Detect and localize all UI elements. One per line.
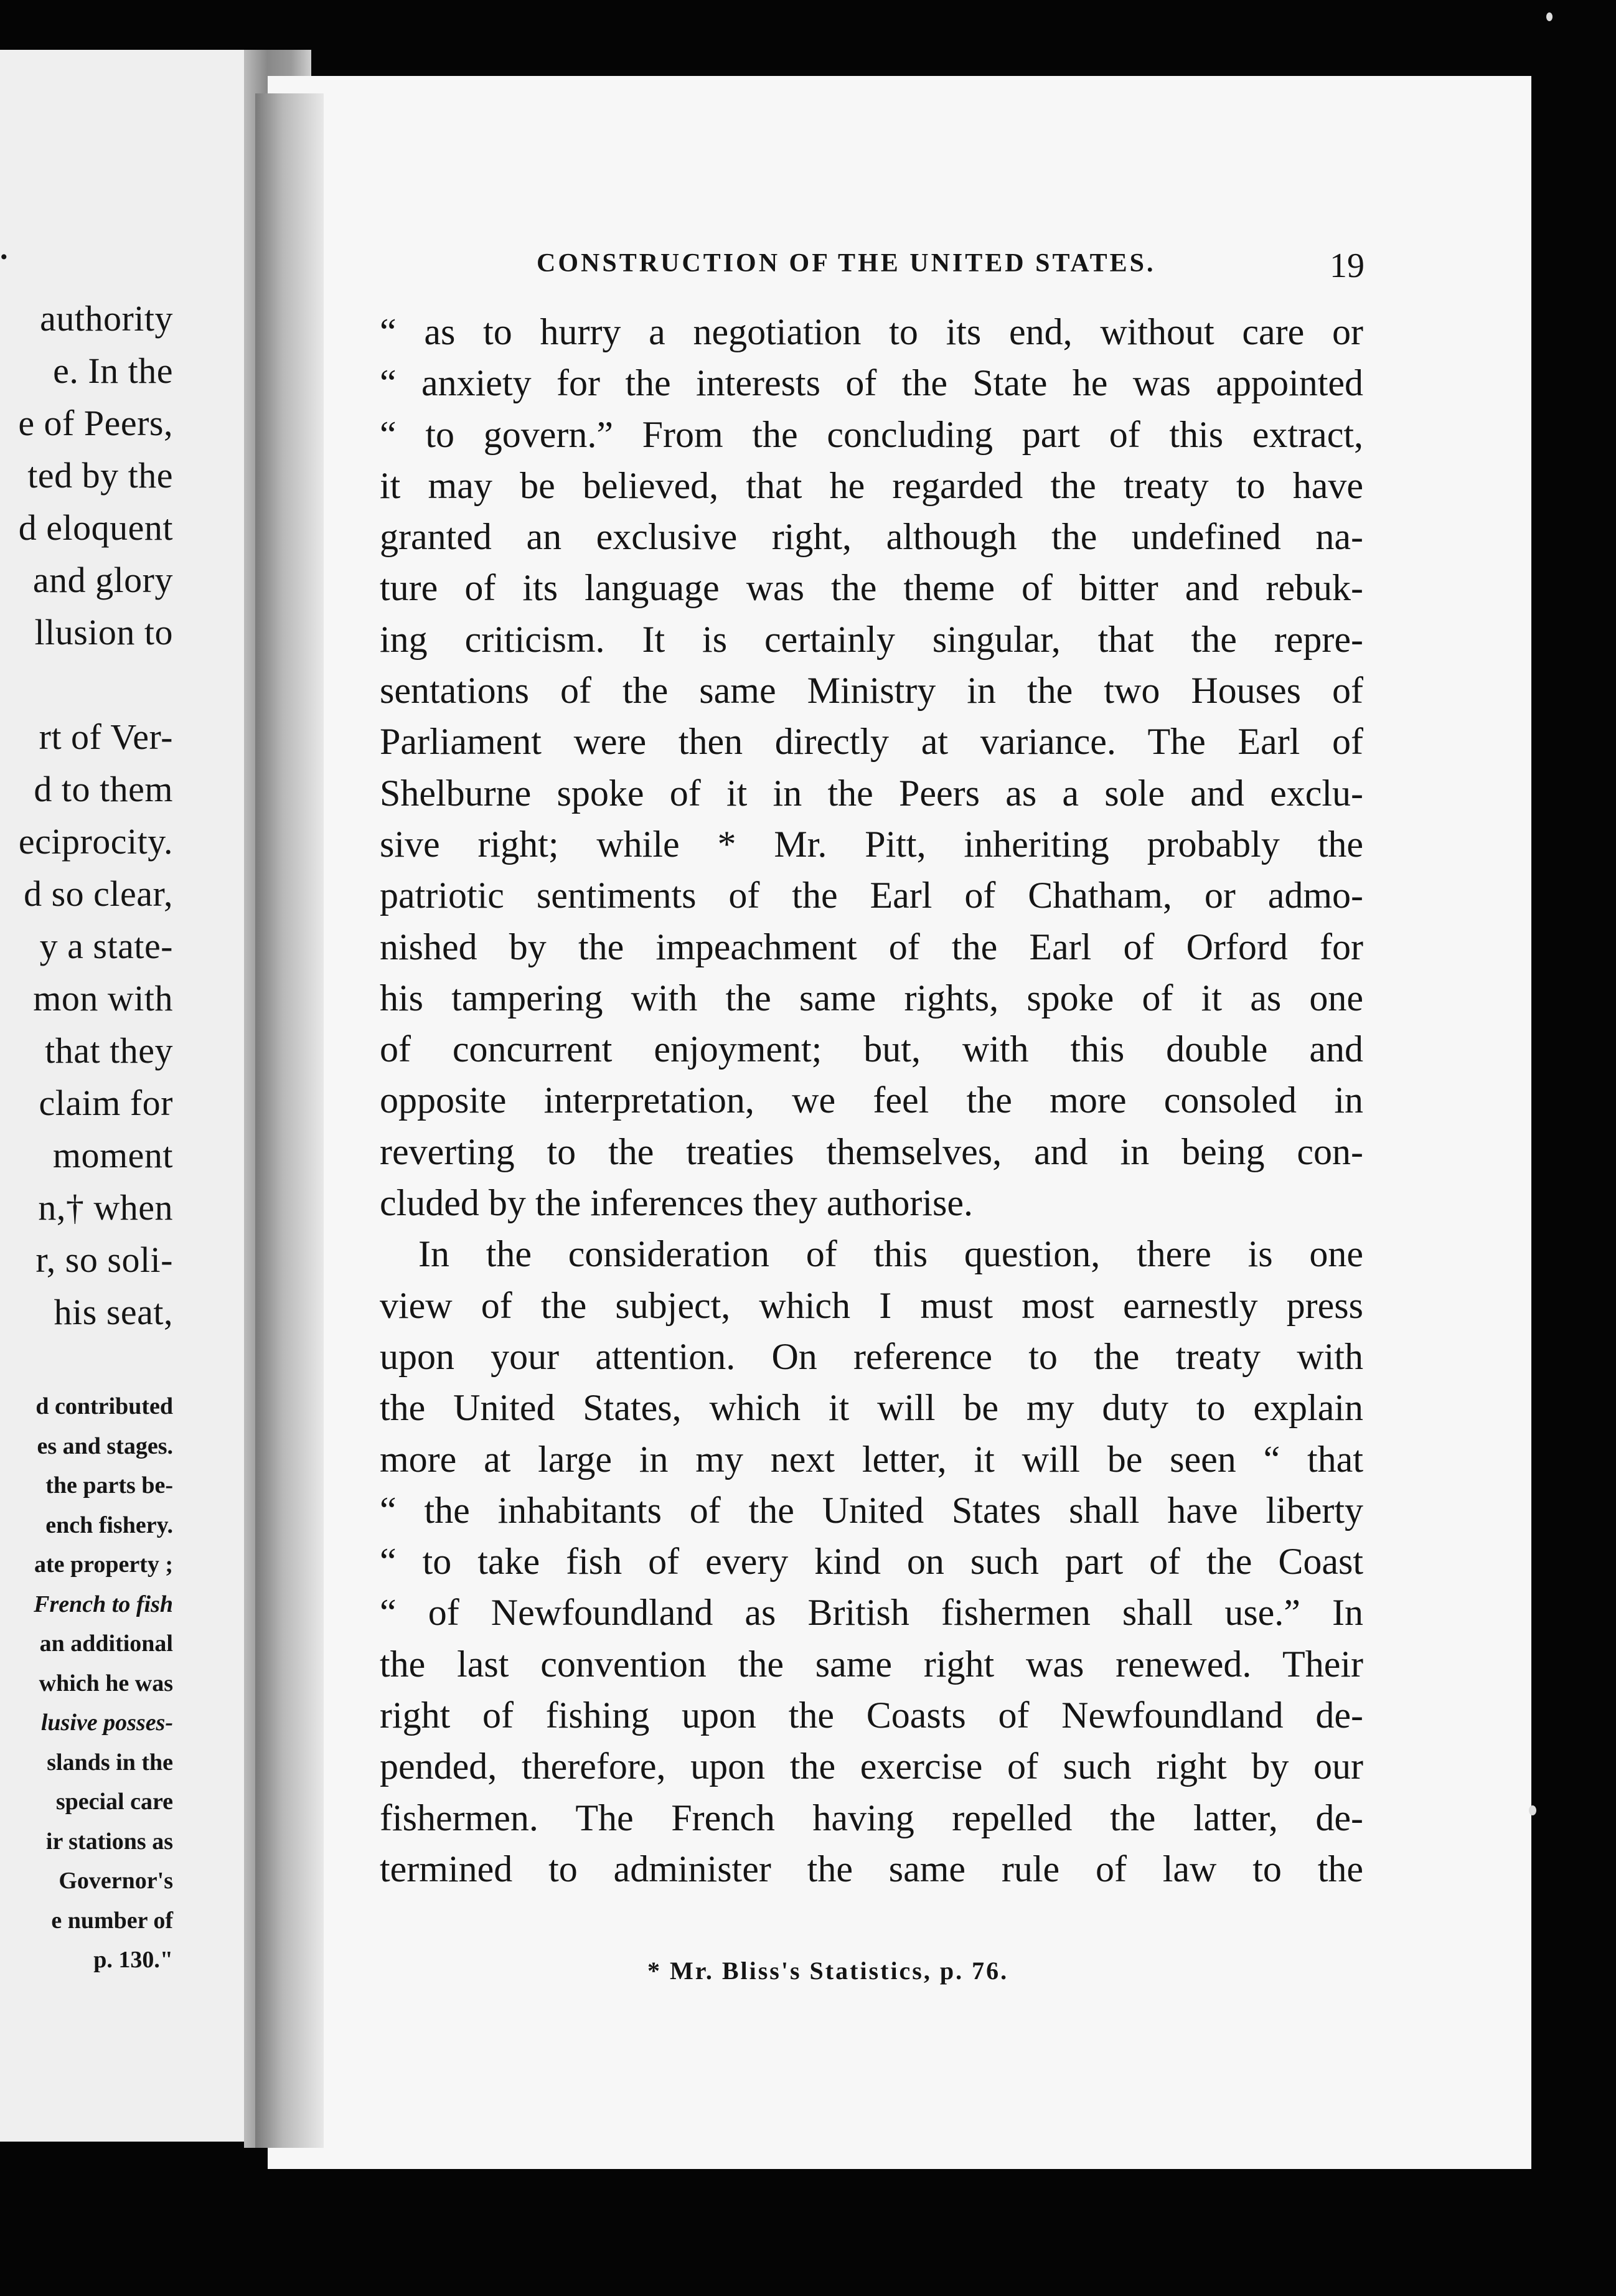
text-line: pended, therefore, upon the exercise of such right by our xyxy=(380,1746,1363,1787)
running-head: CONSTRUCTION OF THE UNITED STATES. xyxy=(537,249,1156,278)
text-line: upon your attention. On reference to the treaty with xyxy=(380,1335,1363,1377)
text-line: “ of Newfoundland as British fishermen shall use.” In xyxy=(380,1592,1363,1634)
text-line: fishermen. The French having repelled the latter, de- xyxy=(380,1797,1363,1838)
left-footnote-line: slands in the xyxy=(47,1749,173,1776)
text-line: Shelburne spoke of it in the Peers as a sole and exclu- xyxy=(380,772,1363,814)
left-line: d so clear, xyxy=(24,873,173,914)
left-page-text xyxy=(18,50,173,1980)
text-line: it may be believed, that he regarded the treaty to have xyxy=(380,464,1363,506)
text-line: termined to administer the same rule of law to the xyxy=(380,1848,1363,1889)
left-line: d to them xyxy=(34,769,173,809)
paragraph-start-line: In the consideration of this question, there is one xyxy=(418,1233,1363,1275)
text-line: right of fishing upon the Coasts of Newfoundland de- xyxy=(380,1695,1363,1736)
left-footnote-line: Governor's xyxy=(59,1868,173,1894)
page-spine-shadow xyxy=(255,93,324,2148)
left-footnote-line: d contributed xyxy=(35,1393,173,1419)
page-header xyxy=(537,246,1365,289)
left-line: eciprocity. xyxy=(18,821,173,862)
left-footnote-line: French to fish xyxy=(34,1591,173,1617)
text-line: the last convention the same right was renewed. Their xyxy=(380,1643,1363,1685)
left-footnote-line: ench fishery. xyxy=(45,1512,173,1538)
text-line: “ anxiety for the interests of the State he was appointed xyxy=(380,362,1363,404)
left-line: authority xyxy=(40,298,173,339)
body-text xyxy=(380,306,1363,1894)
left-line: n,† when xyxy=(38,1187,173,1228)
left-line: ted by the xyxy=(27,455,173,496)
left-line: his seat, xyxy=(54,1292,173,1332)
left-line: claim for xyxy=(39,1083,173,1123)
left-footnote-line: ate property ; xyxy=(34,1551,173,1578)
left-line: moment xyxy=(52,1135,173,1175)
text-line: sive right; while * Mr. Pitt, inheriting probably the xyxy=(380,823,1363,865)
left-footnote-line: special care xyxy=(55,1789,173,1815)
text-line: granted an exclusive right, although the undefined na- xyxy=(380,516,1363,558)
left-footnote-line: es and stages. xyxy=(37,1433,173,1459)
text-line: nished by the impeachment of the Earl of Orford for xyxy=(380,926,1363,967)
text-line: sentations of the same Ministry in the two Houses of xyxy=(380,670,1363,712)
left-line: and glory xyxy=(32,560,173,600)
paragraph-end-line: cluded by the inferences they authorise. xyxy=(380,1182,973,1224)
text-line: Parliament were then directly at variance. The Earl of xyxy=(380,721,1363,763)
text-line: view of the subject, which I must most earnestly press xyxy=(380,1284,1363,1326)
left-line: rt of Ver- xyxy=(39,717,173,757)
left-footnote-line: p. 130." xyxy=(93,1947,173,1973)
left-footnote-line: an additional xyxy=(39,1630,173,1657)
left-footnote-line: which he was xyxy=(39,1670,173,1696)
left-footnote-line: lusive posses- xyxy=(40,1710,173,1736)
left-line: mon with xyxy=(33,978,173,1019)
left-footnote-line: ir stations as xyxy=(45,1828,173,1855)
stray-mark xyxy=(1529,1805,1536,1815)
left-line xyxy=(18,659,173,711)
text-line: ing criticism. It is certainly singular, that the repre- xyxy=(380,618,1363,660)
text-line: “ to govern.” From the concluding part of this extract, xyxy=(380,413,1363,455)
text-line: ture of its language was the theme of bitter and rebuk- xyxy=(380,567,1363,609)
text-line: more at large in my next letter, it will be seen “ that xyxy=(380,1438,1363,1480)
left-line: that they xyxy=(45,1030,173,1071)
stray-mark xyxy=(1546,12,1553,21)
text-line: the United States, which it will be my duty to explain xyxy=(380,1387,1363,1429)
text-line: of concurrent enjoyment; but, with this double and xyxy=(380,1028,1363,1070)
left-page xyxy=(0,50,255,2142)
text-line: “ as to hurry a negotiation to its end, without care or xyxy=(380,311,1363,352)
text-line: patriotic sentiments of the Earl of Chatham, or admo- xyxy=(380,875,1363,916)
left-line: llusion to xyxy=(34,612,173,652)
left-line: e. In the xyxy=(53,351,173,391)
text-line: opposite interpretation, we feel the more consoled in xyxy=(380,1080,1363,1121)
footnote: * Mr. Bliss's Statistics, p. 76. xyxy=(647,1957,1009,1985)
page-number: 19 xyxy=(1330,247,1365,285)
stray-mark: . xyxy=(0,231,8,266)
left-line: e of Peers, xyxy=(18,403,173,443)
text-line: “ the inhabitants of the United States shall have liberty xyxy=(380,1489,1363,1531)
left-line: r, so soli- xyxy=(35,1240,173,1280)
left-line: y a state- xyxy=(39,926,173,966)
left-line: d eloquent xyxy=(18,507,173,548)
text-line: his tampering with the same rights, spoke of it as one xyxy=(380,977,1363,1019)
left-footnote-line: e number of xyxy=(51,1907,173,1934)
text-line: reverting to the treaties themselves, and in being con- xyxy=(380,1131,1363,1172)
text-line: “ to take fish of every kind on such part of the Coast xyxy=(380,1541,1363,1583)
left-footnote-line: the parts be- xyxy=(45,1472,173,1499)
